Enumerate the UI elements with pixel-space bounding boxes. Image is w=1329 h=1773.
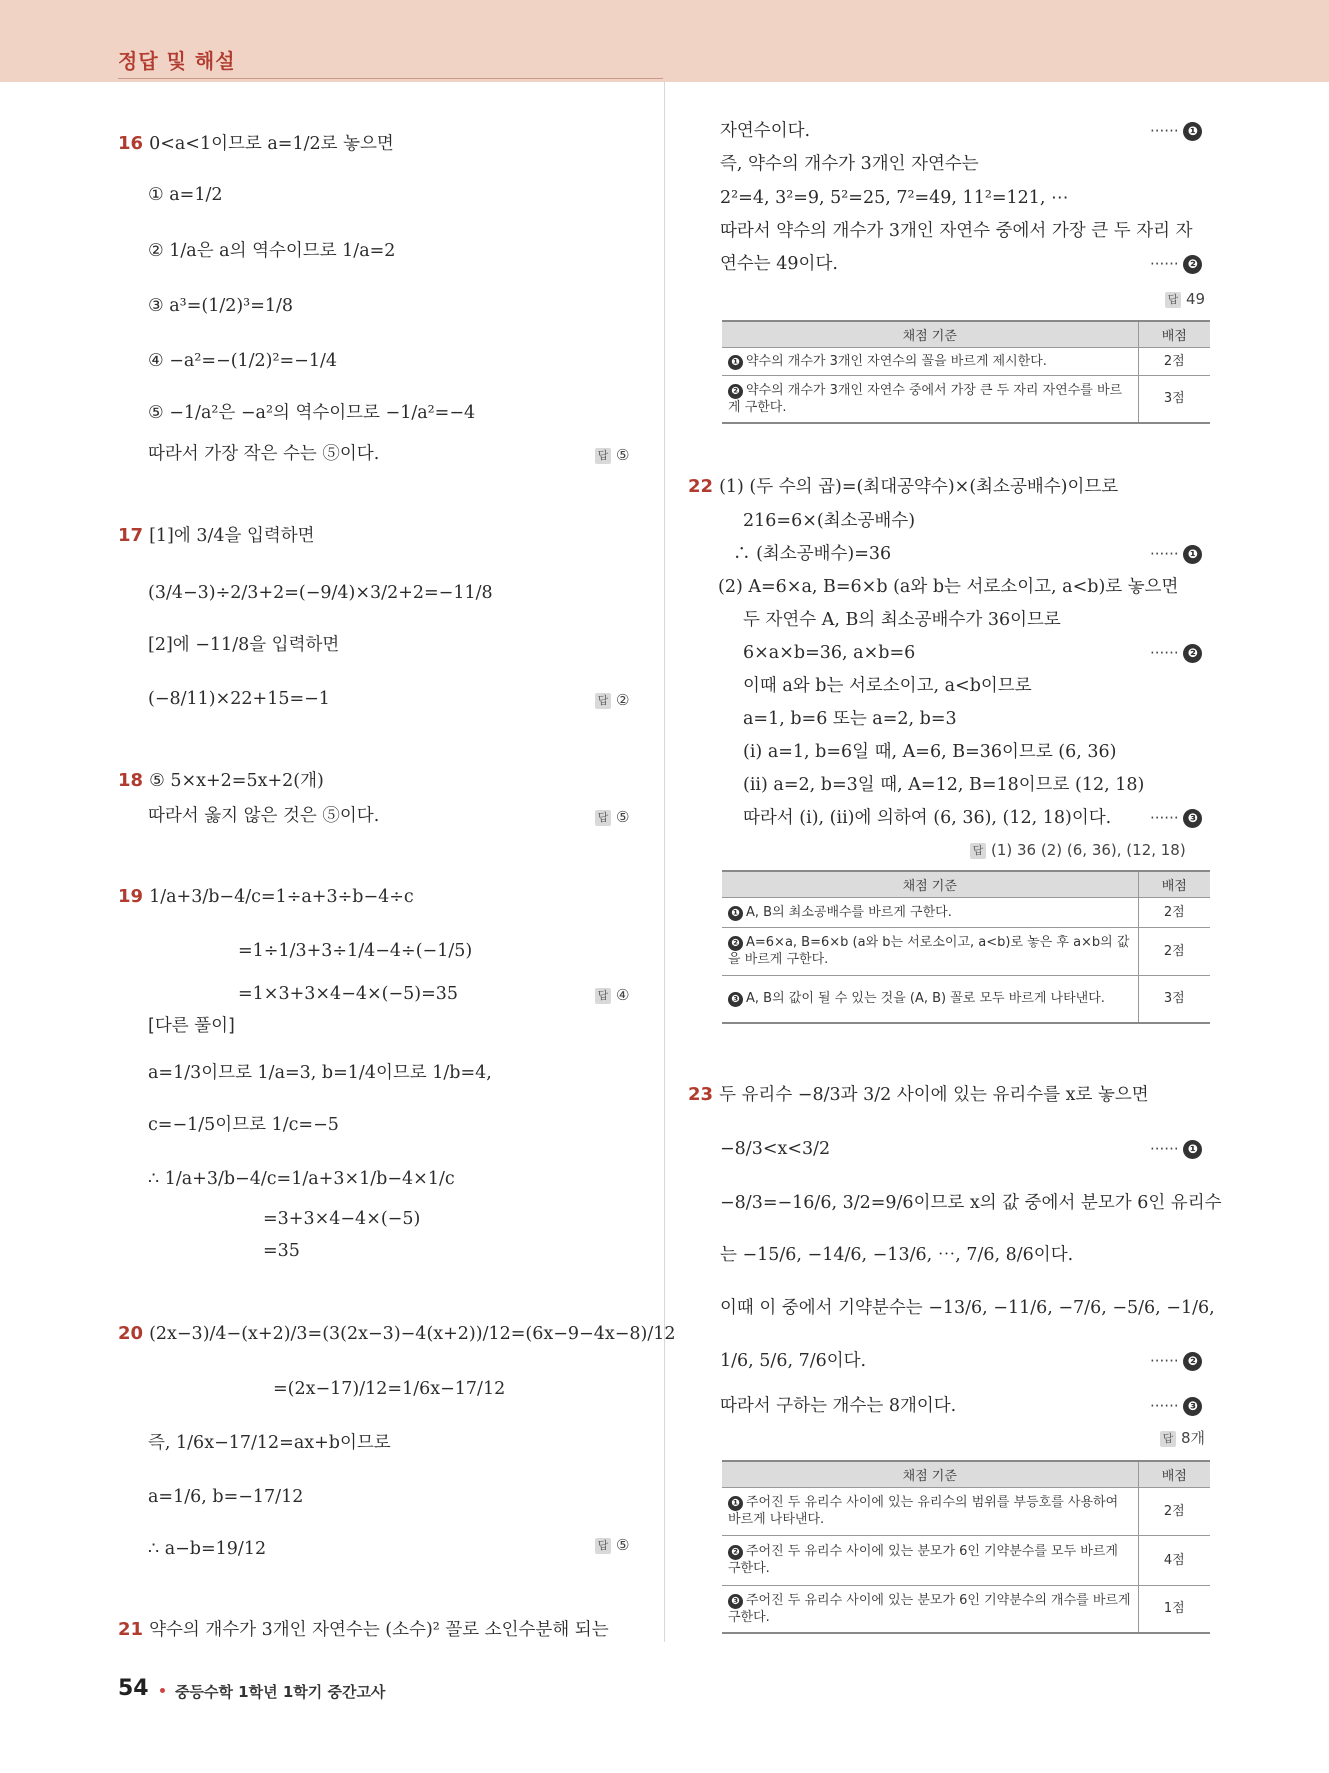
q23-line-0: 23 두 유리수 −8/3과 3/2 사이에 있는 유리수를 x로 놓으면 [688, 1084, 1149, 1105]
q22-answer: 답 (1) 36 (2) (6, 36), (12, 18) [970, 840, 1186, 860]
q16-line-4: ④ −a²=−(1/2)²=−1/4 [148, 351, 338, 371]
q20-answer: 답 ⑤ [595, 1535, 629, 1555]
q21-cont-line-1: 즉, 약수의 개수가 3개인 자연수는 [720, 154, 979, 174]
q21-cont-line-2: 2²=4, 3²=9, 5²=25, 7²=49, 11²=121, ⋯ [720, 188, 1069, 208]
page-number: 54 [118, 1676, 149, 1701]
q23-line-3: 는 −15/6, −14/6, −13/6, ⋯, 7/6, 8/6이다. [720, 1245, 1074, 1265]
q18-answer: 답 ⑤ [595, 807, 629, 827]
q22-line-9: (ii) a=2, b=3일 때, A=12, B=18이므로 (12, 18) [743, 775, 1145, 795]
q23-line-4: 이때 이 중에서 기약분수는 −13/6, −11/6, −7/6, −5/6, −1/6, [720, 1298, 1215, 1318]
q17-line-0: 17 [1]에 3/4을 입력하면 [118, 525, 315, 546]
q16-line-5: ⑤ −1/a²은 −a²의 역수이므로 −1/a²=−4 [148, 403, 476, 423]
q22-mark-3: ······ ❸ [1150, 807, 1202, 829]
q19-line-5: c=−1/5이므로 1/c=−5 [148, 1115, 339, 1135]
q23-line-5: 1/6, 5/6, 7/6이다. [720, 1351, 867, 1371]
q17-line-3: (−8/11)×22+15=−1 [148, 689, 330, 709]
q22-line-7: a=1, b=6 또는 a=2, b=3 [743, 709, 957, 729]
q23-answer: 답 8개 [1160, 1428, 1205, 1448]
q17-answer: 답 ② [595, 690, 629, 710]
q22-score-table: 채점 기준 배점 ❶ A, B의 최소공배수를 바르게 구한다. 2점 ❷ A=6×a, B=6×b (a와 b는 서로소이고, a<b)로 놓은 후 a×b의 값을 바르게 구한다. 2점 ❸ A, B의 값이 될 수 있는 것을 (A, B) 꼴로 모두 바르게 나타낸다. 3점 [722, 870, 1210, 1024]
q20-number: 20 [118, 1323, 144, 1344]
q19-line-1: =1÷1/3+3÷1/4−4÷(−1/5) [238, 941, 473, 961]
q22-line-10: 따라서 (i), (ii)에 의하여 (6, 36), (12, 18)이다. [743, 808, 1112, 828]
q21-mark-1: ······ ❶ [1150, 120, 1202, 142]
q22-line-3: (2) A=6×a, B=6×b (a와 b는 서로소이고, a<b)로 놓으면 [718, 577, 1179, 597]
q16-number: 16 [118, 133, 144, 154]
q23-mark-1: ······ ❶ [1150, 1138, 1202, 1160]
q21-score-table: 채점 기준 배점 ❶ 약수의 개수가 3개인 자연수의 꼴을 바르게 제시한다. 2점 ❷ 약수의 개수가 3개인 자연수 중에서 가장 큰 두 자리 자연수를 바르게 구한다. 3점 [722, 320, 1210, 424]
q18-number: 18 [118, 770, 144, 791]
q22-line-1: 216=6×(최소공배수) [743, 511, 916, 531]
q19-line-2: =1×3+3×4−4×(−5)=35 [238, 984, 459, 1004]
q22-mark-2: ······ ❷ [1150, 642, 1202, 664]
q19-line-0: 19 1/a+3/b−4/c=1÷a+3÷b−4÷c [118, 886, 414, 907]
q23-line-6: 따라서 구하는 개수는 8개이다. [720, 1396, 957, 1416]
q17-line-2: [2]에 −11/8을 입력하면 [148, 635, 340, 655]
q17-number: 17 [118, 525, 144, 546]
q19-line-4: a=1/3이므로 1/a=3, b=1/4이므로 1/b=4, [148, 1063, 492, 1083]
q23-line-1: −8/3<x<3/2 [720, 1139, 831, 1159]
q23-line-2: −8/3=−16/6, 3/2=9/6이므로 x의 값 중에서 분모가 6인 유리수 [720, 1193, 1222, 1213]
q21-line-0: 21 약수의 개수가 3개인 자연수는 (소수)² 꼴로 소인수분해 되는 [118, 1619, 609, 1640]
q22-line-5: 6×a×b=36, a×b=6 [743, 643, 916, 663]
q23-number: 23 [688, 1084, 714, 1105]
q16-line-0: 16 0<a<1이므로 a=1/2로 놓으면 [118, 133, 394, 154]
q22-number: 22 [688, 476, 714, 497]
q21-answer: 답 49 [1165, 289, 1205, 309]
q22-line-8: (i) a=1, b=6일 때, A=6, B=36이므로 (6, 36) [743, 742, 1117, 762]
q21-cont-line-0: 자연수이다. [720, 121, 811, 141]
q21-cont-line-4: 연수는 49이다. [720, 254, 838, 274]
q21-number: 21 [118, 1619, 144, 1640]
book-title: 중등수학 1학년 1학기 중간고사 [175, 1683, 386, 1701]
q17-line-1: (3/4−3)÷2/3+2=(−9/4)×3/2+2=−11/8 [148, 583, 493, 603]
q16-answer: 답 ⑤ [595, 445, 629, 465]
q21-cont-line-3: 따라서 약수의 개수가 3개인 자연수 중에서 가장 큰 두 자리 자 [720, 221, 1193, 241]
q22-line-4: 두 자연수 A, B의 최소공배수가 36이므로 [743, 610, 1061, 630]
page-header-title: 정답 및 해설 [118, 49, 236, 73]
q21-mark-2: ······ ❷ [1150, 253, 1202, 275]
q22-line-0: 22 (1) (두 수의 곱)=(최대공약수)×(최소공배수)이므로 [688, 476, 1119, 497]
q18-line-0: 18 ⑤ 5×x+2=5x+2(개) [118, 770, 324, 791]
q18-line-1: 따라서 옳지 않은 것은 ⑤이다. [148, 806, 380, 826]
q22-mark-1: ······ ❶ [1150, 543, 1202, 565]
q23-score-table: 채점 기준 배점 ❶ 주어진 두 유리수 사이에 있는 유리수의 범위를 부등호를 사용하여 바르게 나타낸다. 2점 ❷ 주어진 두 유리수 사이에 있는 분모가 6인 기약분수를 모두 바르게 구한다. 4점 ❸ 주어진 두 유리수 사이에 있는 분모가 6인 기약분수의 개수를 바르게 구한다. 1점 [722, 1460, 1210, 1634]
q20-line-2: 즉, 1/6x−17/12=ax+b이므로 [148, 1433, 391, 1453]
q19-alt-label: [다른 풀이] [148, 1016, 235, 1036]
q23-mark-3: ······ ❸ [1150, 1395, 1202, 1417]
q19-number: 19 [118, 886, 144, 907]
q16-line-3: ③ a³=(1/2)³=1/8 [148, 296, 294, 316]
q19-line-6: ∴ 1/a+3/b−4/c=1/a+3×1/b−4×1/c [148, 1169, 455, 1189]
q16-line-1: ① a=1/2 [148, 185, 223, 205]
q22-line-6: 이때 a와 b는 서로소이고, a<b이므로 [743, 676, 1032, 696]
q19-line-7: =3+3×4−4×(−5) [263, 1209, 421, 1229]
q22-line-2: ∴ (최소공배수)=36 [733, 544, 892, 564]
q16-line-6: 따라서 가장 작은 수는 ⑤이다. [148, 444, 380, 464]
q20-line-3: a=1/6, b=−17/12 [148, 1487, 304, 1507]
footer-dot-icon [160, 1688, 165, 1693]
q20-line-0: 20 (2x−3)/4−(x+2)/3=(3(2x−3)−4(x+2))/12=(6x−9−4x−8)/12 [118, 1323, 676, 1344]
header-underline [118, 78, 663, 79]
q19-line-8: =35 [263, 1241, 300, 1261]
column-divider [664, 82, 665, 1642]
q16-line-2: ② 1/a은 a의 역수이므로 1/a=2 [148, 241, 396, 261]
q23-mark-2: ······ ❷ [1150, 1350, 1202, 1372]
q20-line-1: =(2x−17)/12=1/6x−17/12 [273, 1379, 506, 1399]
q20-line-4: ∴ a−b=19/12 [148, 1539, 267, 1559]
q19-answer: 답 ④ [595, 985, 629, 1005]
